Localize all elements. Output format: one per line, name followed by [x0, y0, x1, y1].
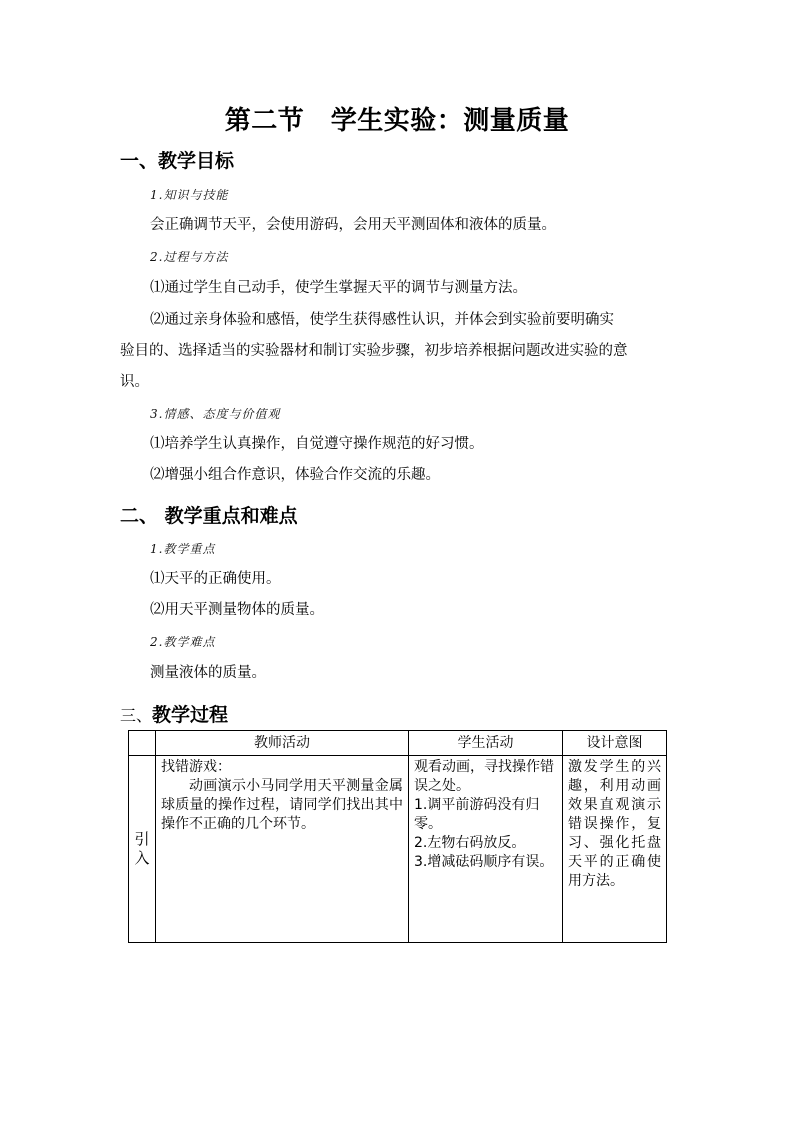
student-activity-item-2: 2.左物右码放反。: [414, 835, 526, 851]
stage-cell: [129, 756, 156, 943]
teacher-activity-cell: [156, 756, 409, 943]
section-heading-key-points: 二、 教学重点和难点: [120, 505, 298, 527]
paragraph-process-1: ⑴通过学生自己动手，使学生掌握天平的调节与测量方法。: [150, 280, 527, 296]
paragraph-key-point-2: ⑵用天平测量物体的质量。: [150, 602, 324, 618]
section-title: 教学过程: [152, 704, 229, 726]
paragraph-attitude-1: ⑴培养学生认真操作，自觉遵守操作规范的好习惯。: [150, 436, 484, 452]
paragraph-attitude-2: ⑵增强小组合作意识，体验合作交流的乐趣。: [150, 467, 440, 483]
design-intent-text: 激发学生的兴趣，利用动画效果直观演示错误操作，复习、强化托盘天平的正确使用方法。: [568, 759, 661, 889]
teacher-activity-title: 找错游戏：: [161, 759, 231, 775]
paragraph-difficulty: 测量液体的质量。: [150, 665, 266, 681]
teacher-activity-body: 动画演示小马同学用天平测量金属球质量的操作过程，请同学们找出其中操作不正确的几个环节。: [161, 778, 403, 832]
subheading-attitude-values: 3.情感、态度与价值观: [150, 407, 281, 421]
student-activity-item-3: 3.增减砝码顺序有误。: [414, 854, 554, 870]
paragraph-process-2-line2: 验目的、选择适当的实验器材和制订实验步骤，初步培养根据问题改进实验的意: [120, 343, 628, 359]
lesson-table: [128, 730, 667, 943]
header-teacher-activity: 教师活动: [156, 731, 409, 756]
stage-label: 引入: [134, 830, 150, 867]
header-stage: [129, 731, 156, 756]
student-activity-intro: 观看动画，寻找操作错误之处。: [414, 759, 554, 794]
table-header-row: [129, 731, 667, 756]
section-number: 三、: [120, 706, 153, 725]
design-intent-cell: [563, 756, 667, 943]
subheading-knowledge-skills: 1.知识与技能: [150, 188, 229, 202]
page-title: 第二节 学生实验：测量质量: [224, 106, 570, 136]
paragraph-key-point-1: ⑴天平的正确使用。: [150, 571, 281, 587]
subheading-process-methods: 2.过程与方法: [150, 250, 229, 264]
paragraph-knowledge-skills: 会正确调节天平，会使用游码，会用天平测固体和液体的质量。: [150, 217, 556, 233]
paragraph-process-2-line1: ⑵通过亲身体验和感悟，使学生获得感性认识，并体会到实验前要明确实: [150, 312, 614, 328]
paragraph-process-2-line3: 识。: [120, 374, 149, 390]
student-activity-item-1: 1.调平前游码没有归零。: [414, 797, 540, 832]
subheading-difficulty: 2.教学难点: [150, 635, 216, 649]
section-heading-objectives: 一、教学目标: [120, 150, 235, 172]
subheading-key-point: 1.教学重点: [150, 542, 216, 556]
section-heading-process: [120, 700, 228, 727]
header-student-activity: 学生活动: [409, 731, 563, 756]
student-activity-cell: [409, 756, 563, 943]
header-design-intent: 设计意图: [563, 731, 667, 756]
table-row: [129, 756, 667, 943]
